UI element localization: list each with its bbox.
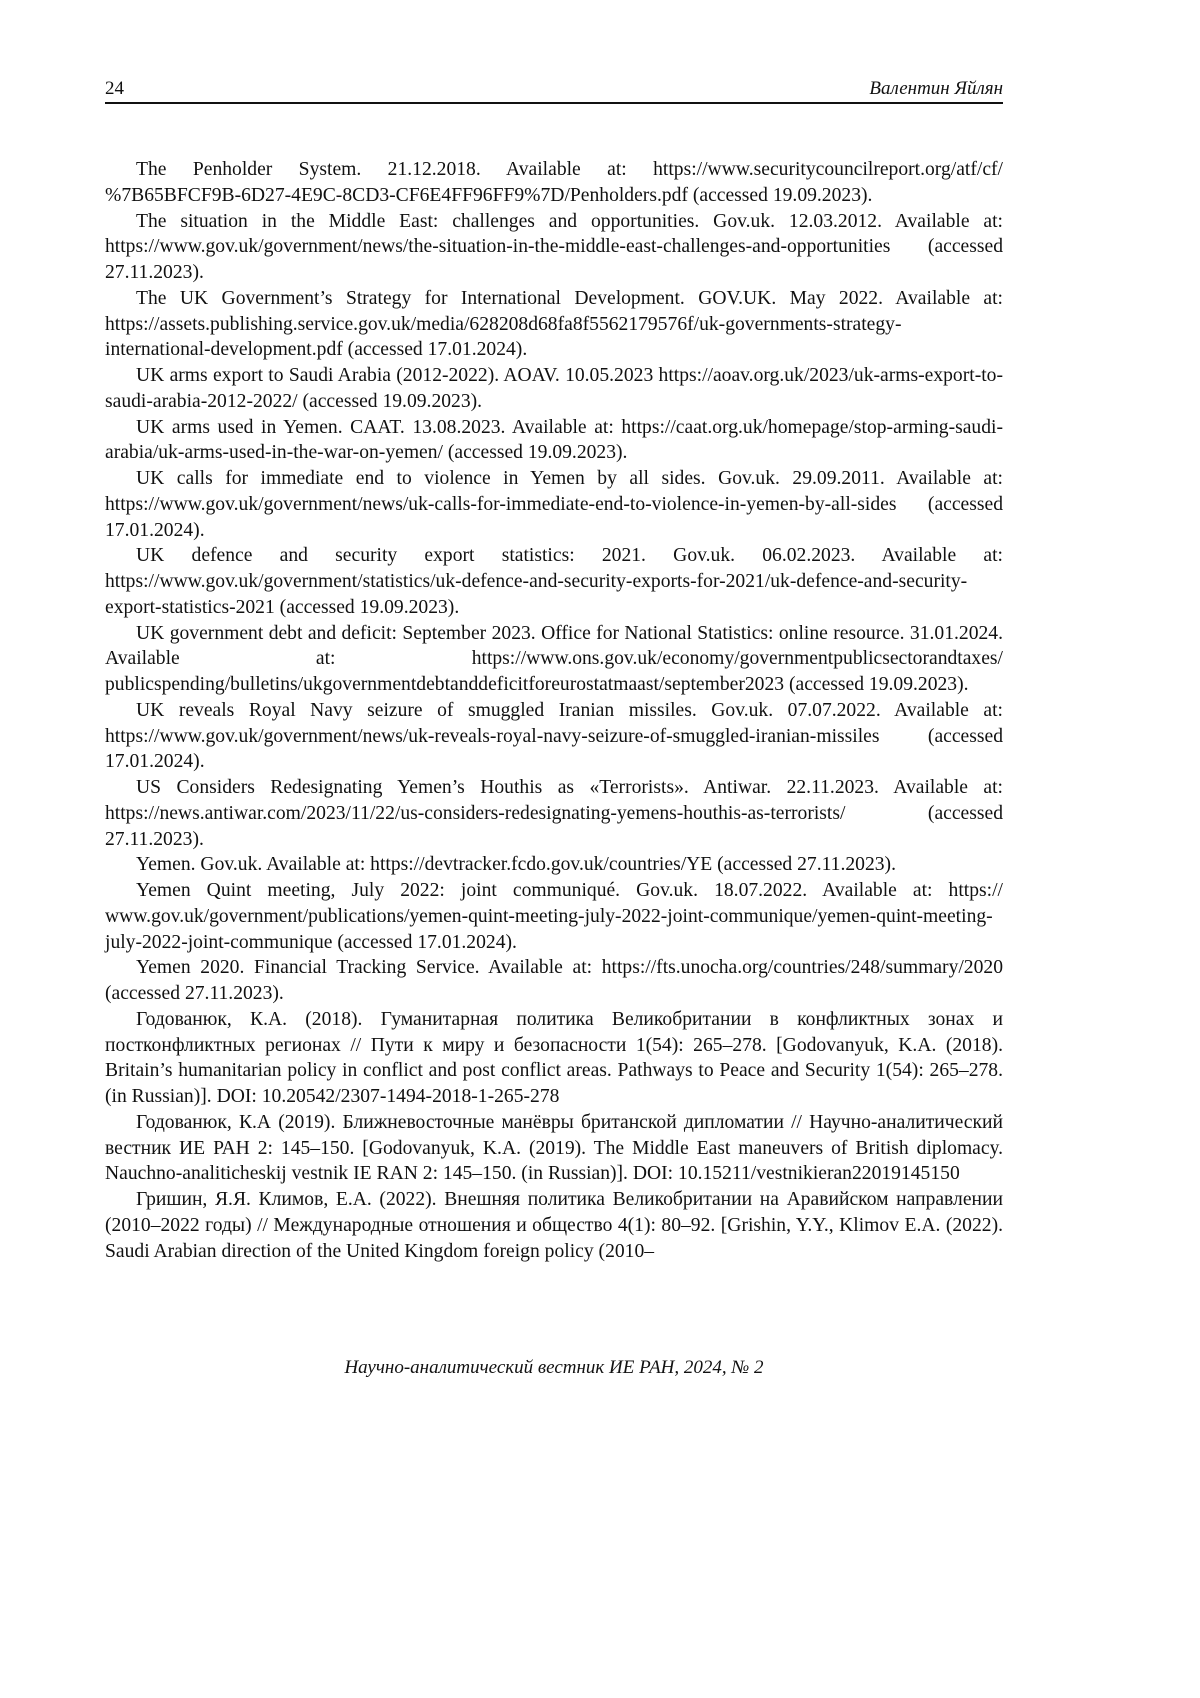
reference-item: UK government debt and deficit: September 2023. Office for National Statistics: online resource. 31.01.2024. Available at: https://www.ons.gov.uk/economy/governmentpublicsectorandtaxes/ publicspending/bulletins/ukgovernmentdebtanddeficitforeurostatmaast/september2023 (accessed 19.09.2023). — [105, 622, 1003, 695]
reference-item: Годованюк, К.А (2019). Ближневосточные манёвры британской дипломатии // Научно-аналитический вестник ИЕ РАН 2: 145–150. [Godovanyuk, K.A. (2019). The Middle East maneuvers of British diplomacy. Nauchno-analiticheskij vestnik IE RAN 2: 145–150. (in Russian)]. DOI: 10.15211/vestnikieran22019145150 — [105, 1111, 1003, 1185]
running-author: Валентин Яйлян — [869, 78, 1003, 99]
reference-item: US Considers Redesignating Yemen’s Houthis as «Terrorists». Antiwar. 22.11.2023. Available at: https://news.antiwar.com/2023/11/22/us-considers-redesignating-yemens-houthis-as-terrorists/ (accessed 27.11.2023). — [105, 777, 1003, 850]
page-number: 24 — [105, 78, 124, 99]
running-header — [105, 78, 1003, 104]
reference-item: Yemen. Gov.uk. Available at: https://devtracker.fcdo.gov.uk/countries/YE (accessed 27.11.2023). — [136, 854, 896, 876]
reference-item: The situation in the Middle East: challenges and opportunities. Gov.uk. 12.03.2012. Available at: https://www.gov.uk/government/news/the-situation-in-the-middle-east-challenges-and-opportunities (accessed 27.11.2023). — [105, 210, 1003, 283]
reference-item: UK reveals Royal Navy seizure of smuggled Iranian missiles. Gov.uk. 07.07.2022. Available at: https://www.gov.uk/government/news/uk-reveals-royal-navy-seizure-of-smuggled-iranian-missiles (accessed 17.01.2024). — [105, 699, 1003, 773]
reference-item: Yemen Quint meeting, July 2022: joint communiqué. Gov.uk. 18.07.2022. Available at: https:// www.gov.uk/government/publications/yemen-quint-meeting-july-2022-joint-communique/yemen-quint-meeting-july-2022-joint-communique (accessed 17.01.2024). — [105, 880, 1003, 953]
reference-item: Yemen 2020. Financial Tracking Service. Available at: https://fts.unocha.org/countries/248/summary/2020 (accessed 27.11.2023). — [105, 957, 1003, 1004]
reference-item: UK arms used in Yemen. CAAT. 13.08.2023. Available at: https://caat.org.uk/homepage/stop-arming-saudi-arabia/uk-arms-used-in-the-war-on-yemen/ (accessed 19.09.2023). — [105, 416, 1003, 464]
reference-item: UK calls for immediate end to violence in Yemen by all sides. Gov.uk. 29.09.2011. Available at: https://www.gov.uk/government/news/uk-calls-for-immediate-end-to-violence-in-yemen-by-all-sides (accessed 17.01.2024). — [105, 468, 1003, 541]
reference-list — [105, 157, 1003, 1264]
reference-item: The UK Government’s Strategy for International Development. GOV.UK. May 2022. Available at: https://assets.publishing.service.gov.uk/media/628208d68fa8f5562179576f/uk-governments-strategy-international-development.pdf (accessed 17.01.2024). — [105, 287, 1003, 361]
reference-item: Гришин, Я.Я. Климов, Е.А. (2022). Внешняя политика Великобритании на Аравийском направлении (2010–2022 годы) // Международные отношения и общество 4(1): 80–92. [Grishin, Y.Y., Klimov E.A. (2022). Saudi Arabian direction of the United Kingdom foreign policy (2010– — [105, 1189, 1003, 1262]
reference-item: UK arms export to Saudi Arabia (2012-2022). AOAV. 10.05.2023 https://aoav.org.uk/2023/uk-arms-export-to-saudi-arabia-2012-2022/ (accessed 19.09.2023). — [105, 365, 1003, 412]
reference-item: Годованюк, К.А. (2018). Гуманитарная политика Великобритании в конфликтных зонах и постконфликтных регионах // Пути к миру и безопасности 1(54): 265–278. [Godovanyuk, K.A. (2018). Britain’s humanitarian policy in conflict and post conflict areas. Pathways to Peace and Security 1(54): 265–278. (in Russian)]. DOI: 10.20542/2307-1494-2018-1-265-278 — [105, 1008, 1003, 1107]
journal-footer: Научно-аналитический вестник ИЕ РАН, 2024, № 2 — [344, 1357, 764, 1378]
reference-item: The Penholder System. 21.12.2018. Available at: https://www.securitycouncilreport.org/atf/cf/ %7B65BFCF9B-6D27-4E9C-8CD3-CF6E4FF96FF9%7D/Penholders.pdf (accessed 19.09.2023). — [105, 159, 1003, 206]
reference-item: UK defence and security export statistics: 2021. Gov.uk. 06.02.2023. Available at: https://www.gov.uk/government/statistics/uk-defence-and-security-exports-for-2021/uk-defence-and-security-export-statistics-2021 (accessed 19.09.2023). — [105, 545, 1003, 618]
